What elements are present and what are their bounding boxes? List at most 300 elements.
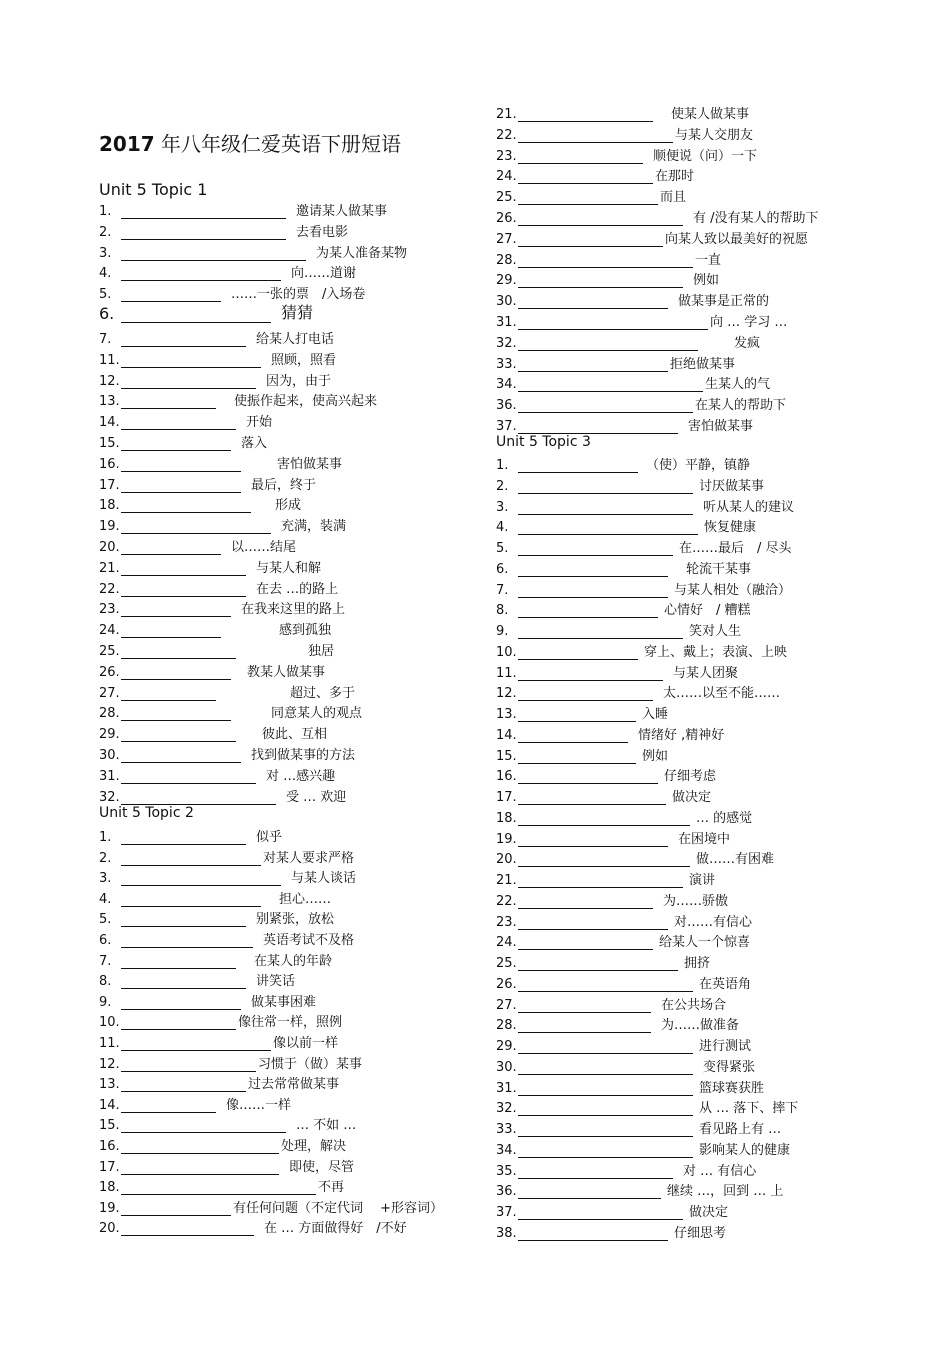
phrase-number: 32. [496,335,517,351]
phrase-row [99,743,355,763]
answer-blank-line[interactable] [121,892,261,907]
answer-blank-line[interactable] [121,498,251,513]
phrase-row [99,1216,407,1236]
phrase-meaning: 对 … 有信心 [683,1163,757,1179]
phrase-meaning: 习惯于（做）某事 [258,1056,363,1072]
phrase-meaning: 轮流干某事 [686,561,752,577]
phrase-meaning: 有 /没有某人的帮助下 [693,211,819,226]
phrase-row [496,972,751,992]
answer-blank-line[interactable] [518,190,658,205]
answer-blank-line[interactable] [121,851,261,866]
phrase-meaning: 心情好 / 糟糕 [664,603,751,619]
phrase-number: 27. [496,997,517,1013]
phrase-row [496,889,728,909]
phrase-meaning: 做某事困难 [251,994,317,1010]
phrase-row [496,744,668,764]
phrase-row [99,928,354,948]
phrase-meaning: 与某人和解 [256,560,322,576]
phrase-number: 19. [496,831,517,847]
answer-blank-line[interactable] [518,852,690,867]
answer-blank-line[interactable] [121,287,221,302]
answer-blank-line[interactable] [121,727,236,742]
answer-blank-line[interactable] [121,582,246,597]
phrase-row [496,536,792,556]
answer-blank-line[interactable] [121,748,241,763]
answer-blank-line[interactable] [518,1039,693,1054]
phrase-number: 21. [496,873,517,888]
phrase-meaning: 穿上、戴上；表演、上映 [644,644,788,660]
phrase-row [496,1179,783,1199]
phrase-row [99,389,377,409]
phrase-meaning: 做决定 [689,1205,729,1220]
answer-blank-line[interactable] [121,1221,254,1236]
answer-blank-line[interactable] [518,541,673,556]
answer-blank-line[interactable] [121,478,241,493]
answer-blank-line[interactable] [518,686,653,701]
phrase-row [99,1072,339,1092]
phrase-meaning: 使某人做某事 [671,107,750,122]
phrase-number: 14. [99,1097,120,1113]
phrase-number: 4. [99,266,112,282]
phrase-row [99,681,355,701]
phrase-row [496,1221,726,1241]
phrase-number: 27. [496,231,517,247]
phrase-number: 15. [99,1118,120,1134]
phrase-number: 2. [496,478,509,494]
phrase-meaning: 生某人的气 [705,377,771,393]
phrase-number: 31. [99,768,120,784]
phrase-number: 29. [496,273,517,289]
answer-blank-line[interactable] [121,457,241,472]
phrase-row [496,268,719,288]
answer-blank-line[interactable] [121,1036,271,1051]
phrase-meaning: 仔细考虑 [664,769,717,785]
phrase-meaning: 对某人要求严格 [263,850,355,866]
answer-blank-line[interactable] [518,956,678,971]
answer-blank-line[interactable] [518,253,693,268]
phrase-row [496,289,769,309]
answer-blank-line[interactable] [518,1122,693,1137]
phrase-row [496,661,738,681]
phrase-row [99,1010,342,1030]
phrase-meaning: 与某人相处（融洽） [674,582,792,598]
phrase-row [99,1093,291,1113]
phrase-row [99,410,272,430]
answer-blank-line[interactable] [518,1184,661,1199]
answer-blank-line[interactable] [518,645,638,660]
phrase-meaning: 做……有困难 [696,852,775,868]
page-title [99,128,401,157]
phrase-number: 8. [99,974,112,990]
phrase-number: 17. [99,1159,120,1175]
answer-blank-line[interactable] [121,644,236,659]
phrase-row [496,123,753,143]
answer-blank-line[interactable] [121,912,246,927]
phrase-number: 11. [99,1036,120,1051]
answer-blank-line[interactable] [121,353,261,368]
phrase-meaning: 与某人交朋友 [675,127,754,143]
phrase-meaning: 形成 [275,498,302,514]
phrase-number: 24. [99,623,120,639]
phrase-meaning: 彼此、互相 [262,727,328,743]
answer-blank-line[interactable] [121,540,221,555]
phrase-number: 32. [496,1101,517,1117]
phrase-row [99,535,296,555]
phrase-row [496,1055,755,1075]
phrase-row [99,514,346,534]
phrase-number: 26. [496,976,517,992]
phrase-meaning: 在我来这里的路上 [241,602,346,618]
phrase-row [496,102,749,122]
answer-blank-line[interactable] [121,790,276,805]
phrase-row [496,144,757,164]
answer-blank-line[interactable] [121,374,256,389]
phrase-meaning: 即使，尽管 [289,1159,355,1175]
phrase-meaning: （使）平静，镇静 [646,458,751,473]
phrase-number: 22. [496,127,517,143]
phrase-number: 5. [99,287,112,303]
phrase-row [496,393,786,413]
phrase-meaning: 太……以至不能…… [663,686,781,702]
phrase-meaning: 拥挤 [684,956,711,971]
phrase-number: 7. [99,953,112,969]
phrase-meaning: 发疯 [734,335,761,351]
phrase-row [496,764,716,784]
phrase-meaning: 继续 …，回到 … 上 [667,1184,784,1200]
phrase-row [496,910,752,930]
answer-blank-line[interactable] [518,211,683,226]
answer-blank-line[interactable] [121,1057,256,1072]
phrase-number: 16. [99,456,120,472]
answer-blank-line[interactable] [121,1015,236,1030]
answer-blank-line[interactable] [518,915,668,930]
answer-blank-line[interactable] [518,479,693,494]
phrase-meaning: 从 … 落下、摔下 [699,1101,799,1117]
phrase-number: 25. [99,644,120,659]
answer-blank-line[interactable] [121,332,246,347]
phrase-meaning: 因为，由于 [266,373,332,389]
answer-blank-line[interactable] [121,1160,279,1175]
answer-blank-line[interactable] [518,1143,693,1158]
phrase-meaning: … 不如 … [296,1118,357,1134]
answer-blank-line[interactable] [518,458,638,473]
phrase-number: 20. [99,540,120,555]
answer-blank-line[interactable] [518,603,658,618]
answer-blank-line[interactable] [121,204,286,219]
phrase-number: 5. [99,912,112,928]
phrase-number: 19. [99,1200,120,1216]
phrase-row [496,352,735,372]
phrase-row [99,348,336,368]
phrase-meaning: 与某人团聚 [673,665,739,681]
phrase-meaning: 变得紧张 [703,1059,756,1075]
answer-blank-line[interactable] [121,830,246,845]
phrase-meaning: … 的感觉 [696,810,753,826]
answer-blank-line[interactable] [121,686,216,701]
answer-blank-line[interactable] [518,562,668,577]
phrase-meaning: 教某人做某事 [247,664,326,680]
phrase-meaning: 害怕做某事 [277,456,343,472]
phrase-number: 10. [496,644,517,660]
answer-blank-line[interactable] [518,728,628,743]
phrase-row [99,261,356,281]
phrase-meaning: 去看电影 [296,224,349,240]
answer-blank-line[interactable] [518,149,643,164]
phrase-meaning: 在英语角 [699,976,752,992]
phrase-number: 15. [99,436,120,451]
phrase-meaning: 做某事是正常的 [678,294,770,310]
phrase-row [496,331,760,351]
phrase-row [496,414,753,434]
phrase-row [99,473,316,493]
answer-blank-line[interactable] [518,232,663,247]
phrase-meaning: 在公共场合 [661,997,727,1013]
phrase-row [496,847,774,867]
answer-blank-line[interactable] [121,1098,216,1113]
phrase-row [496,248,721,268]
phrase-meaning: 讨厌做某事 [699,478,765,494]
phrase-number: 16. [496,769,517,785]
phrase-row [99,369,331,389]
phrase-row [99,639,334,659]
answer-blank-line[interactable] [518,336,698,351]
phrase-number: 13. [99,1077,120,1093]
phrase-row [496,515,756,535]
phrase-row [99,907,334,927]
phrase-meaning: 在某人的帮助下 [695,398,787,414]
answer-blank-line[interactable] [121,266,281,281]
answer-blank-line[interactable] [518,624,683,639]
phrase-number: 5. [496,541,509,556]
answer-blank-line[interactable] [121,954,236,969]
phrase-meaning: 过去常常做某事 [248,1077,340,1093]
phrase-meaning: 在那时 [655,169,695,185]
phrase-row [496,557,751,577]
phrase-number: 36. [496,1184,517,1200]
phrase-meaning: 笑对人生 [689,624,742,639]
phrase-number: 23. [496,914,517,930]
phrase-meaning: ……一张的票 /入场卷 [231,287,366,303]
phrase-row [496,206,819,226]
phrase-row [99,1113,356,1133]
phrase-number: 2. [99,850,112,866]
phrase-meaning: 向 … 学习 … [710,315,788,330]
phrase-number: 33. [496,356,517,372]
phrase-row [496,930,750,950]
phrase-row [99,969,295,989]
phrase-number: 20. [99,1221,120,1237]
phrase-row [99,282,365,302]
answer-blank-line[interactable] [121,706,231,721]
phrase-number: 12. [99,373,120,389]
phrase-number: 24. [496,169,517,185]
answer-blank-line[interactable] [121,1139,279,1154]
answer-blank-line[interactable] [518,1164,673,1179]
phrase-number: 38. [496,1225,517,1241]
answer-blank-line[interactable] [518,357,668,372]
answer-blank-line[interactable] [518,998,651,1013]
phrase-meaning: 与某人谈话 [291,871,357,887]
answer-blank-line[interactable] [121,519,271,534]
phrase-meaning: 害怕做某事 [688,419,754,434]
answer-blank-line[interactable] [518,666,663,681]
phrase-meaning: 受 … 欢迎 [286,789,347,805]
phrase-number: 3. [496,499,509,515]
phrase-row [99,1175,344,1195]
phrase-meaning: 讲笑话 [256,974,296,990]
phrase-number: 21. [99,560,120,576]
answer-blank-line[interactable] [518,398,693,413]
answer-blank-line[interactable] [518,419,678,434]
answer-blank-line[interactable] [518,1081,693,1096]
answer-blank-line[interactable] [518,169,653,184]
answer-blank-line[interactable] [518,935,653,950]
answer-blank-line[interactable] [121,1180,316,1195]
answer-blank-line[interactable] [121,933,253,948]
phrase-number: 14. [99,415,120,431]
phrase-row [496,681,780,701]
answer-blank-line[interactable] [518,769,658,784]
phrase-meaning: 篮球赛获胜 [699,1080,765,1096]
phrase-meaning: 别紧张，放松 [256,912,335,928]
phrase-meaning: 超过、多于 [290,685,356,701]
answer-blank-line[interactable] [518,377,703,392]
answer-blank-line[interactable] [518,873,683,888]
phrase-row [99,1031,338,1051]
phrase-meaning: 在困境中 [678,831,731,847]
phrase-meaning: 例如 [693,273,720,289]
phrase-row [496,372,770,392]
phrase-row [496,702,668,722]
answer-blank-line[interactable] [121,246,306,261]
phrase-meaning: 恢复健康 [704,520,757,536]
phrase-meaning: 为某人准备某物 [316,245,408,261]
phrase-row [99,577,338,597]
phrase-meaning: 以……结尾 [231,540,297,555]
phrase-row [99,618,331,638]
answer-blank-line[interactable] [121,1118,286,1133]
answer-blank-line[interactable] [518,315,708,330]
phrase-number: 19. [99,519,120,535]
phrase-meaning: 猜猜 [281,303,314,322]
phrase-number: 32. [99,789,120,805]
phrase-number: 23. [99,602,120,618]
answer-blank-line[interactable] [518,1226,668,1241]
phrase-number: 17. [99,477,120,493]
answer-blank-line[interactable] [121,225,286,240]
answer-blank-line[interactable] [518,128,673,143]
phrase-meaning: 使振作起来，使高兴起来 [234,394,378,410]
phrase-number: 28. [99,706,120,722]
phrase-row [99,887,331,907]
phrase-number: 1. [99,204,112,219]
phrase-meaning: 像以前一样 [273,1036,339,1051]
phrase-meaning: 做决定 [672,790,712,805]
phrase-meaning: 而且 [660,190,687,206]
phrase-row [99,701,362,721]
answer-blank-line[interactable] [121,1077,246,1092]
answer-blank-line[interactable] [518,1101,693,1116]
answer-blank-line[interactable] [518,1060,693,1075]
phrase-row [99,722,327,742]
answer-blank-line[interactable] [518,977,693,992]
answer-blank-line[interactable] [518,894,653,909]
answer-blank-line[interactable] [121,974,246,989]
answer-blank-line[interactable] [121,871,281,886]
topic-heading: Unit 5 Topic 2 [99,805,194,821]
answer-blank-line[interactable] [518,294,668,309]
phrase-number: 30. [99,748,120,763]
phrase-row [496,951,710,971]
answer-blank-line[interactable] [518,107,653,122]
phrase-row [99,866,356,886]
phrase-number: 1. [496,458,509,473]
phrase-number: 27. [99,685,120,701]
phrase-number: 4. [496,520,509,536]
answer-blank-line[interactable] [121,602,231,617]
answer-blank-line[interactable] [121,995,241,1010]
answer-blank-line[interactable] [518,1205,683,1220]
answer-blank-line[interactable] [121,415,236,430]
answer-blank-line[interactable] [121,436,231,451]
phrase-meaning: 顺便说（问）一下 [653,148,758,164]
phrase-number: 26. [496,211,517,226]
phrase-number: 21. [496,107,517,122]
phrase-row [496,310,787,330]
phrase-number: 30. [496,1059,517,1075]
phrase-meaning: 落入 [241,436,268,451]
phrase-meaning: 影响某人的健康 [699,1142,791,1158]
phrase-meaning: 例如 [642,748,669,764]
phrase-row [496,806,752,826]
phrase-number: 25. [496,956,517,971]
answer-blank-line[interactable] [121,308,271,323]
phrase-meaning: 邀请某人做某事 [296,204,388,219]
answer-blank-line[interactable] [518,500,693,515]
answer-blank-line[interactable] [518,520,698,535]
answer-blank-line[interactable] [518,790,666,805]
answer-blank-line[interactable] [121,394,216,409]
answer-blank-line[interactable] [518,811,690,826]
answer-blank-line[interactable] [121,769,256,784]
answer-blank-line[interactable] [518,832,668,847]
topic-heading: Unit 5 Topic 1 [99,180,208,199]
phrase-meaning: 在 … 方面做得好 /不好 [264,1221,407,1237]
phrase-row [496,785,711,805]
answer-blank-line[interactable] [121,623,221,638]
answer-blank-line[interactable] [518,707,636,722]
phrase-row [99,431,267,451]
phrase-row [496,495,794,515]
phrase-meaning: 不再 [318,1180,345,1196]
answer-blank-line[interactable] [121,665,231,680]
phrase-row [496,453,750,473]
answer-blank-line[interactable] [518,749,636,764]
phrase-row [99,949,332,969]
phrase-row [99,846,354,866]
phrase-row [99,825,282,845]
answer-blank-line[interactable] [518,1018,651,1033]
phrase-row [99,220,348,240]
phrase-number: 35. [496,1163,517,1179]
phrase-meaning: 情绪好 ,精神好 [638,727,725,743]
answer-blank-line[interactable] [518,583,668,598]
phrase-meaning: 同意某人的观点 [271,706,363,722]
phrase-meaning: 听从某人的建议 [703,499,795,515]
answer-blank-line[interactable] [518,273,683,288]
answer-blank-line[interactable] [121,1201,231,1216]
answer-blank-line[interactable] [121,561,246,576]
